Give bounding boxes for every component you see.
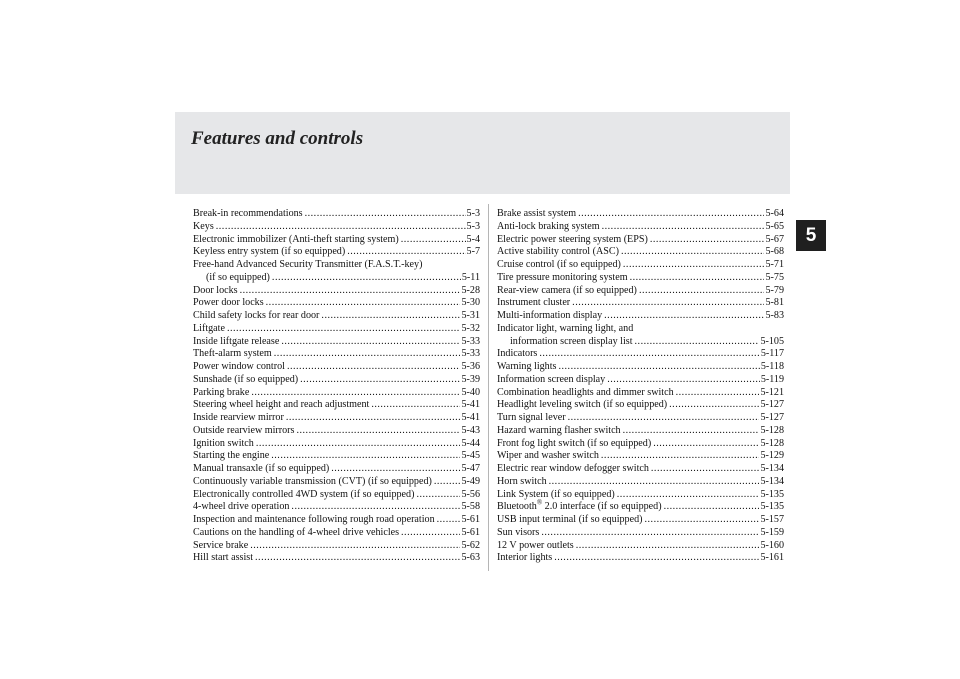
toc-leader-dots [321, 310, 460, 323]
toc-entry-title: Sun visors [497, 526, 540, 538]
toc-entry-title-part: Bluetooth [497, 501, 537, 513]
toc-page-number: 5-65 [765, 220, 784, 232]
toc-entry-title-line [497, 323, 784, 336]
toc-page-number: 5-81 [765, 297, 784, 309]
toc-page-number: 5-128 [760, 437, 784, 449]
toc-page-number: 5-3 [466, 208, 480, 219]
toc-entry-title: Link System (if so equipped) [497, 488, 615, 500]
toc-page-number: 5-7 [466, 246, 480, 258]
toc-entry[interactable] [193, 501, 480, 514]
toc-leader-dots [623, 259, 765, 272]
toc-page-number: 5-63 [461, 552, 480, 564]
toc-entry-title: Service brake [193, 539, 249, 551]
toc-entry[interactable] [497, 412, 784, 425]
toc-entry[interactable] [497, 246, 784, 259]
toc-page-number: 5-11 [461, 271, 480, 283]
toc-entry-title: (if so equipped) [206, 271, 270, 283]
toc-entry[interactable] [193, 552, 480, 565]
toc-page-number: 5-117 [760, 348, 784, 360]
toc-entry[interactable] [193, 476, 480, 489]
toc-page-number: 5-41 [461, 399, 480, 411]
toc-entry[interactable] [497, 438, 784, 451]
toc-entry[interactable] [193, 272, 480, 285]
column-divider [488, 204, 489, 571]
toc-leader-dots [635, 336, 760, 349]
toc-leader-dots [227, 323, 461, 336]
toc-entry[interactable] [193, 412, 480, 425]
toc-page-number: 5-118 [760, 361, 784, 372]
toc-page-number: 5-127 [760, 412, 784, 423]
registered-mark: ® [536, 498, 543, 507]
toc-page-number: 5-64 [765, 208, 784, 219]
toc-entry-title: Cruise control (if so equipped) [497, 259, 621, 270]
toc-entry-title: Active stability control (ASC) [497, 246, 619, 258]
toc-leader-dots [274, 348, 461, 361]
toc-page-number: 5-62 [461, 539, 480, 551]
toc-page-number: 5-28 [461, 284, 480, 296]
toc-page-number: 5-75 [765, 271, 784, 283]
toc-entry[interactable] [193, 387, 480, 400]
toc-entry-title: Cautions on the handling of 4-wheel drive vehicles [193, 526, 400, 538]
toc-entry-title: Electric power steering system (EPS) [497, 233, 648, 245]
toc-leader-dots [272, 272, 461, 285]
toc-page-number: 5-79 [765, 284, 784, 296]
toc-leader-dots [651, 463, 760, 476]
toc-entry[interactable] [497, 514, 784, 527]
toc-entry[interactable] [497, 540, 784, 553]
toc-page-number: 5-56 [461, 488, 480, 500]
toc-page-number: 5-61 [461, 526, 480, 538]
toc-leader-dots [558, 361, 759, 374]
toc-entry[interactable] [193, 399, 480, 412]
chapter-tab[interactable]: 5 [796, 220, 826, 251]
toc-leader-dots [541, 527, 759, 540]
toc-page-number: 5-49 [461, 475, 480, 487]
toc-entry[interactable] [193, 310, 480, 323]
toc-entry-title: 4-wheel drive operation [193, 501, 290, 513]
toc-entry[interactable] [193, 489, 480, 502]
toc-entry-title: Inspection and maintenance following rough road operation [193, 514, 435, 525]
toc-entry[interactable] [193, 348, 480, 361]
toc-entry[interactable] [193, 463, 480, 476]
toc-page-number: 5-71 [765, 259, 784, 270]
toc-entry-title-part: 2.0 interface (if so equipped) [542, 501, 662, 513]
toc-entry[interactable] [497, 297, 784, 310]
toc-leader-dots [650, 234, 765, 247]
toc-page-number: 5-36 [461, 361, 480, 372]
toc-leader-dots [286, 412, 461, 425]
toc-page-number: 5-68 [765, 246, 784, 258]
toc-page-number: 5-135 [760, 501, 784, 513]
toc-leader-dots [331, 463, 460, 476]
toc-page-number: 5-105 [760, 335, 784, 347]
toc-entry-title: Electronic immobilizer (Anti-theft starting system) [193, 233, 399, 245]
toc-leader-dots [549, 476, 760, 489]
toc-entry-title: 12 V power outlets [497, 539, 574, 551]
toc-page-number: 5-160 [760, 539, 784, 551]
toc-entry[interactable] [193, 540, 480, 553]
toc-page-number: 5-83 [765, 310, 784, 321]
toc-page-number: 5-45 [461, 450, 480, 462]
toc-leader-dots [300, 374, 460, 387]
toc-leader-dots [669, 399, 759, 412]
toc-entry[interactable] [497, 399, 784, 412]
toc-left-column [193, 208, 480, 565]
toc-page-number: 5-32 [461, 322, 480, 334]
toc-leader-dots [401, 234, 466, 247]
toc-page-number: 5-157 [760, 514, 784, 525]
toc-entry-title: Child safety locks for rear door [193, 310, 320, 321]
toc-leader-dots [305, 208, 466, 221]
chapter-title: Features and controls [191, 128, 364, 149]
toc-page-number: 5-129 [760, 450, 784, 462]
toc-entry-title: Multi-information display [497, 310, 603, 321]
toc-entry-title: Headlight leveling switch (if so equipped) [497, 399, 668, 411]
toc-leader-dots [401, 527, 460, 540]
toc-entry-title: Keyless entry system (if so equipped) [193, 246, 346, 258]
toc-entry-title: Theft-alarm system [193, 348, 272, 360]
toc-page-number: 5-31 [461, 310, 480, 321]
toc-page-number: 5-43 [461, 424, 480, 436]
toc-page-number: 5-67 [765, 233, 784, 245]
toc-leader-dots [676, 387, 760, 400]
toc-page-number: 5-33 [461, 348, 480, 360]
toc-entry[interactable] [497, 476, 784, 489]
toc-entry[interactable] [193, 323, 480, 336]
toc-leader-dots [664, 501, 760, 514]
toc-page-number: 5-119 [760, 373, 784, 385]
toc-page-number: 5-159 [760, 526, 784, 538]
toc-page-number: 5-161 [760, 552, 784, 564]
toc-entry-title: Horn switch [497, 475, 547, 487]
toc-entry-title: Free-hand Advanced Security Transmitter (F.A.S.T.-key) [193, 259, 423, 270]
toc-entry-title: Power window control [193, 361, 285, 372]
toc-entry[interactable] [497, 527, 784, 540]
toc-leader-dots [291, 501, 460, 514]
toc-entry-title: Instrument cluster [497, 297, 571, 309]
toc-entry-title: Inside rearview mirror [193, 412, 284, 423]
toc-entry[interactable] [193, 336, 480, 349]
toc-entry-title: Tire pressure monitoring system [497, 271, 628, 283]
toc-entry[interactable] [497, 374, 784, 387]
toc-entry[interactable] [193, 361, 480, 374]
toc-entry-title: Sunshade (if so equipped) [193, 373, 299, 385]
toc-entry-title: Turn signal lever [497, 412, 566, 423]
toc-entry[interactable] [497, 348, 784, 361]
toc-page-number: 5-61 [461, 514, 480, 525]
toc-entry-title: Indicators [497, 348, 538, 360]
toc-leader-dots [287, 361, 461, 374]
toc-entry-title: Brake assist system [497, 208, 577, 219]
toc-page-number: 5-58 [461, 501, 480, 513]
toc-page-number: 5-127 [760, 399, 784, 411]
toc-entry[interactable] [497, 259, 784, 272]
toc-leader-dots [602, 221, 765, 234]
toc-entry[interactable] [193, 246, 480, 259]
toc-entry[interactable] [193, 297, 480, 310]
toc-leader-dots [240, 285, 461, 298]
toc-entry[interactable] [497, 234, 784, 247]
toc-entry-title: Outside rearview mirrors [193, 424, 295, 436]
toc-page-number: 5-4 [466, 233, 480, 245]
toc-leader-dots [347, 246, 465, 259]
toc-entry-title: Power door locks [193, 297, 264, 309]
toc-page-number: 5-39 [461, 373, 480, 385]
toc-entry-title: Inside liftgate release [193, 335, 280, 347]
toc-entry[interactable] [497, 208, 784, 221]
toc-leader-dots [554, 552, 759, 565]
toc-leader-dots [539, 348, 759, 361]
toc-leader-dots [630, 272, 765, 285]
toc-leader-dots [250, 540, 460, 553]
toc-entry-title: Manual transaxle (if so equipped) [193, 463, 330, 474]
toc-entry[interactable] [193, 438, 480, 451]
toc-entry[interactable] [193, 425, 480, 438]
toc-leader-dots [255, 552, 460, 565]
toc-entry-title-line [193, 259, 480, 272]
toc-entry[interactable] [497, 552, 784, 565]
toc-entry-title: Electronically controlled 4WD system (if so equipped) [193, 488, 415, 500]
toc-entry-title: Door locks [193, 284, 238, 296]
toc-page-number: 5-134 [760, 463, 784, 474]
toc-entry-title: Parking brake [193, 386, 250, 398]
toc-entry[interactable] [497, 336, 784, 349]
toc-entry-title: Interior lights [497, 552, 553, 564]
toc-leader-dots [621, 246, 765, 259]
toc-entry[interactable] [193, 208, 480, 221]
toc-entry-title: Electric rear window defogger switch [497, 463, 649, 474]
toc-entry-title: Keys [193, 220, 214, 232]
toc-entry[interactable] [193, 221, 480, 234]
toc-entry-title: Rear-view camera (if so equipped) [497, 284, 637, 296]
toc-entry[interactable] [497, 310, 784, 323]
toc-leader-dots [251, 387, 460, 400]
toc-entry-title [497, 498, 664, 514]
toc-entry[interactable] [497, 463, 784, 476]
toc-entry[interactable] [497, 425, 784, 438]
toc-entry[interactable] [193, 285, 480, 298]
toc-entry[interactable] [497, 498, 784, 514]
toc-entry[interactable] [193, 527, 480, 540]
toc-entry[interactable] [497, 221, 784, 234]
toc-leader-dots [216, 221, 466, 234]
toc-leader-dots [623, 425, 760, 438]
toc-entry-title: Liftgate [193, 322, 225, 334]
toc-leader-dots [601, 450, 760, 463]
toc-leader-dots [371, 399, 460, 412]
toc-leader-dots [416, 489, 460, 502]
chapter-header-band [175, 112, 790, 194]
toc-leader-dots [281, 336, 460, 349]
toc-page-number: 5-33 [461, 335, 480, 347]
toc-leader-dots [437, 514, 461, 527]
toc-page-number: 5-128 [760, 424, 784, 436]
toc-leader-dots [617, 489, 760, 502]
toc-entry-title: Hill start assist [193, 552, 254, 564]
toc-entry-title: Combination headlights and dimmer switch [497, 386, 674, 398]
toc-entry-title: Front fog light switch (if so equipped) [497, 437, 652, 449]
toc-leader-dots [653, 438, 759, 451]
toc-entry[interactable] [193, 374, 480, 387]
toc-leader-dots [604, 310, 764, 323]
toc-leader-dots [296, 425, 460, 438]
toc-page-number: 5-121 [760, 386, 784, 398]
toc-page-number: 5-135 [760, 488, 784, 500]
toc-leader-dots [568, 412, 760, 425]
toc-entry-title: Anti-lock braking system [497, 220, 600, 232]
toc-entry-title: Information screen display [497, 373, 606, 385]
toc-page-number: 5-30 [461, 297, 480, 309]
toc-leader-dots [576, 540, 760, 553]
toc-leader-dots [434, 476, 461, 489]
toc-leader-dots [572, 297, 764, 310]
toc-entry[interactable] [497, 285, 784, 298]
toc-entry-title: USB input terminal (if so equipped) [497, 514, 643, 525]
toc-leader-dots [256, 438, 461, 451]
toc-entry-title: Starting the engine [193, 450, 270, 462]
toc-entry-title: Hazard warning flasher switch [497, 424, 621, 436]
toc-page-number: 5-134 [760, 475, 784, 487]
toc-page-number: 5-40 [461, 386, 480, 398]
toc-entry-title: Indicator light, warning light, and [497, 322, 634, 334]
toc-page-number: 5-47 [461, 463, 480, 474]
toc-leader-dots [266, 297, 461, 310]
toc-entry[interactable] [193, 450, 480, 463]
toc-entry-title: Wiper and washer switch [497, 450, 599, 462]
toc-entry-title: information screen display list [510, 335, 633, 347]
toc-entry-title: Warning lights [497, 361, 557, 372]
toc-entry[interactable] [193, 514, 480, 527]
toc-page-number: 5-3 [466, 220, 480, 232]
toc-leader-dots [645, 514, 760, 527]
toc-entry[interactable] [497, 450, 784, 463]
toc-leader-dots [271, 450, 460, 463]
toc-entry[interactable] [497, 387, 784, 400]
toc-entry-title: Steering wheel height and reach adjustment [193, 399, 370, 411]
toc-entry[interactable] [497, 361, 784, 374]
toc-entry-title: Break-in recommendations [193, 208, 303, 219]
toc-entry-title: Continuously variable transmission (CVT) (if so equipped) [193, 475, 432, 487]
toc-right-column [497, 208, 784, 565]
toc-page-number: 5-41 [461, 412, 480, 423]
toc-leader-dots [607, 374, 760, 387]
toc-leader-dots [639, 285, 765, 298]
toc-page-number: 5-44 [461, 437, 480, 449]
toc-entry[interactable] [497, 272, 784, 285]
toc-leader-dots [578, 208, 764, 221]
toc-entry-title: Ignition switch [193, 437, 254, 449]
toc-entry[interactable] [193, 234, 480, 247]
